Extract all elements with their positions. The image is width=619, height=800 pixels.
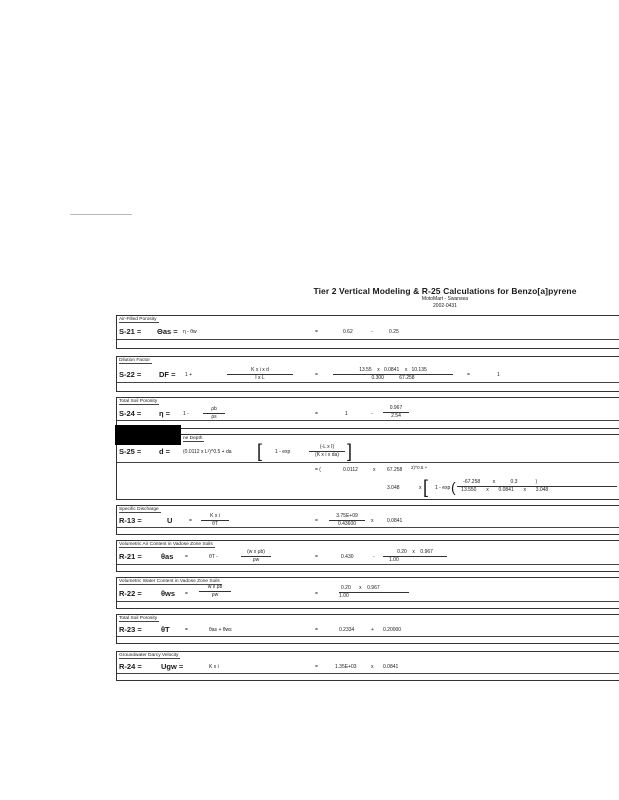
equation-variable: θT xyxy=(161,625,170,634)
equation-variable: Θas = xyxy=(157,327,178,336)
value: 0.967 xyxy=(367,585,380,591)
value: 13.55 xyxy=(359,367,372,373)
fraction-numerator: K x i x d xyxy=(227,367,293,375)
fraction-numerator: 3.75E+09 xyxy=(329,513,365,521)
equals-sign: = xyxy=(315,372,318,378)
equals-sign: = xyxy=(315,411,318,417)
equals-sign: = xyxy=(189,518,192,524)
bracket-expression: 1 - exp xyxy=(435,485,451,491)
section-label: Volumetric Air Content in Vadose Zone Soils xyxy=(119,542,213,547)
operator: + xyxy=(371,627,374,633)
value: 0.0841 xyxy=(383,664,399,670)
equals-sign: = xyxy=(185,627,188,633)
section-r21 xyxy=(116,540,619,572)
fraction-denominator: ρs xyxy=(211,414,217,420)
value: 0.0841 xyxy=(383,367,400,373)
equals-sign: = xyxy=(315,329,318,335)
divider xyxy=(117,636,619,637)
equation-id: S-22 = xyxy=(119,370,142,379)
bracket-open: [ xyxy=(257,441,263,461)
equation-expression: (0.0112 x L²)^0.5 + da xyxy=(183,449,232,455)
fraction-denominator: 1.00 xyxy=(339,593,349,599)
equals-sign: = xyxy=(315,518,318,524)
value: 0.430 xyxy=(341,554,354,560)
operator: - xyxy=(371,411,373,417)
equation-id: R-24 = xyxy=(119,662,142,671)
value: 13.550 xyxy=(461,487,477,493)
equation-variable: DF = xyxy=(159,370,176,379)
fraction-numerator: ρb xyxy=(203,406,225,414)
result-value: 1 xyxy=(497,372,500,378)
equation-id: R-21 = xyxy=(119,552,142,561)
value: 0.0112 xyxy=(343,467,358,473)
value-fraction xyxy=(333,367,453,382)
fraction-denominator xyxy=(457,487,617,494)
value: 67.258 xyxy=(387,467,403,473)
value: 3.048 xyxy=(535,487,549,493)
operator: - xyxy=(373,554,375,560)
bracket-expression: 1 - exp xyxy=(275,449,291,455)
value-fraction xyxy=(383,405,409,420)
section-s22 xyxy=(116,356,619,392)
fraction-denominator: θT xyxy=(212,521,218,527)
equation-expression: η - θw xyxy=(183,329,197,335)
section-r13 xyxy=(116,505,619,535)
fraction-denominator: ρw xyxy=(252,557,260,563)
equation-variable: θws xyxy=(161,589,176,598)
section-r23 xyxy=(116,614,619,644)
fraction-denominator: 2.54 xyxy=(391,413,401,419)
fraction-numerator: (w x ρb) xyxy=(241,549,271,557)
formula-fraction xyxy=(203,406,225,421)
fraction-denominator: (K x i x da) xyxy=(315,452,339,458)
fraction-numerator xyxy=(333,367,453,375)
section-label: Total Soil Porosity xyxy=(119,399,158,404)
operator: x xyxy=(523,487,526,493)
value-fraction xyxy=(339,585,409,600)
divider xyxy=(117,462,619,463)
value: 0.20 xyxy=(341,585,351,591)
equals-sign: = xyxy=(315,591,318,597)
value: 0.62 xyxy=(343,329,353,335)
equals-sign: = xyxy=(315,664,318,670)
value: 0.300 xyxy=(371,375,384,381)
operator: x xyxy=(412,549,415,555)
fraction-numerator: (-L x I) xyxy=(309,444,345,452)
section-s24 xyxy=(116,397,619,429)
value: 0.2334 xyxy=(339,627,355,633)
equation-id: S-24 = xyxy=(119,409,142,418)
equation-variable: U xyxy=(167,516,173,525)
formula-fraction xyxy=(201,513,229,528)
value: 1.35E+03 xyxy=(335,664,357,670)
document-title: Tier 2 Vertical Modeling & R-25 Calculations for Benzo[a]pyrene xyxy=(313,286,577,296)
equation-expression: 1 + xyxy=(185,372,193,378)
fraction-denominator: 0.43600 xyxy=(337,521,357,527)
value: 10.135 xyxy=(411,367,427,373)
redaction-block xyxy=(115,425,181,445)
operator: - xyxy=(371,329,373,335)
fraction-numerator: K x i xyxy=(201,513,229,521)
value: 3.048 xyxy=(387,485,400,491)
value-fraction xyxy=(329,513,365,528)
section-r22 xyxy=(116,577,619,609)
fraction-numerator xyxy=(383,549,447,557)
operator: x xyxy=(492,479,496,485)
equation-id: R-22 = xyxy=(119,589,142,598)
formula-fraction xyxy=(241,549,271,564)
equation-id: R-23 = xyxy=(119,625,142,634)
value: 0.25 xyxy=(389,329,399,335)
document-header xyxy=(300,286,590,310)
section-label: Total Soil Porosity xyxy=(119,616,158,621)
section-r24 xyxy=(116,651,619,681)
document-date: 2002-0431 xyxy=(433,303,457,309)
value: 0.3 xyxy=(510,479,518,485)
equation-expression: θas + θws xyxy=(209,627,232,633)
equation-id: R-13 = xyxy=(119,516,142,525)
fraction-numerator: 0.967 xyxy=(383,405,409,413)
equals-sign: = ( xyxy=(315,467,321,473)
value: -67.258 xyxy=(463,479,481,485)
equals-sign: = xyxy=(315,627,318,633)
bracket-open: [ xyxy=(423,477,429,497)
fraction-denominator: I x L xyxy=(255,375,265,381)
equation-variable: Ugw = xyxy=(161,662,184,671)
operator: x xyxy=(373,467,376,473)
formula-fraction xyxy=(227,367,293,382)
operator: x xyxy=(486,487,489,493)
section-s25 xyxy=(116,434,619,500)
section-label: Air-Filled Porosity xyxy=(119,317,157,322)
equation-variable: η = xyxy=(159,409,171,418)
section-label: Specific Discharge xyxy=(119,507,159,512)
fraction-numerator xyxy=(457,479,617,487)
operator: x xyxy=(371,518,374,524)
fraction-denominator xyxy=(333,375,453,382)
value: 0.0841 xyxy=(387,518,403,524)
divider xyxy=(117,601,619,602)
equation-expression: K x i xyxy=(209,664,219,670)
paren-close: ) xyxy=(535,479,538,485)
divider xyxy=(117,673,619,674)
fraction-numerator: w x ρb xyxy=(199,584,231,592)
formula-fraction xyxy=(309,444,345,459)
divider xyxy=(117,382,619,383)
value: 0.20000 xyxy=(383,627,402,633)
section-label: Groundwater Darcy Velocity xyxy=(119,653,179,658)
section-label: Dilution Factor xyxy=(119,358,150,363)
operator: x xyxy=(371,664,374,670)
value-fraction xyxy=(457,479,617,494)
equation-variable: θas xyxy=(161,552,174,561)
value: 0.967 xyxy=(420,549,433,555)
operator: x xyxy=(404,367,408,373)
equation-id: S-25 = xyxy=(119,447,142,456)
operator: x xyxy=(377,367,380,373)
equation-variable: d = xyxy=(159,447,171,456)
operator: = xyxy=(467,372,470,378)
value: 0.0841 xyxy=(498,487,514,493)
value: 1 xyxy=(345,411,348,417)
equation-id: S-21 = xyxy=(119,327,142,336)
divider xyxy=(117,420,619,421)
value-fraction xyxy=(383,549,447,564)
formula-fraction xyxy=(199,584,231,599)
equation-expression: 1 - xyxy=(183,411,189,417)
value: 0.20 xyxy=(397,549,407,555)
bracket-close: ] xyxy=(347,441,353,461)
equals-sign: = xyxy=(185,554,188,560)
section-s21 xyxy=(116,315,619,349)
fraction-denominator: ρw xyxy=(211,592,219,598)
site-name: MotoMart - Swansea xyxy=(421,296,469,302)
scan-artifact-line xyxy=(70,214,132,215)
divider xyxy=(117,564,619,565)
exponent: 2)^0.5 + xyxy=(411,465,428,470)
paren-open: ( xyxy=(451,479,456,495)
equals-sign: = xyxy=(315,554,318,560)
section-label: ne Depth xyxy=(183,436,203,441)
section-label: Volumetric Water Content in Vadose Zone Soils xyxy=(119,579,220,584)
operator: x xyxy=(359,585,362,591)
divider xyxy=(117,339,619,340)
fraction-denominator: 1.00 xyxy=(389,557,399,563)
value: 67.258 xyxy=(399,375,415,381)
fraction-numerator xyxy=(339,585,409,593)
divider xyxy=(117,527,619,528)
equation-expression: θT - xyxy=(209,554,218,560)
equals-sign: = xyxy=(185,591,188,597)
operator: x xyxy=(419,485,422,491)
